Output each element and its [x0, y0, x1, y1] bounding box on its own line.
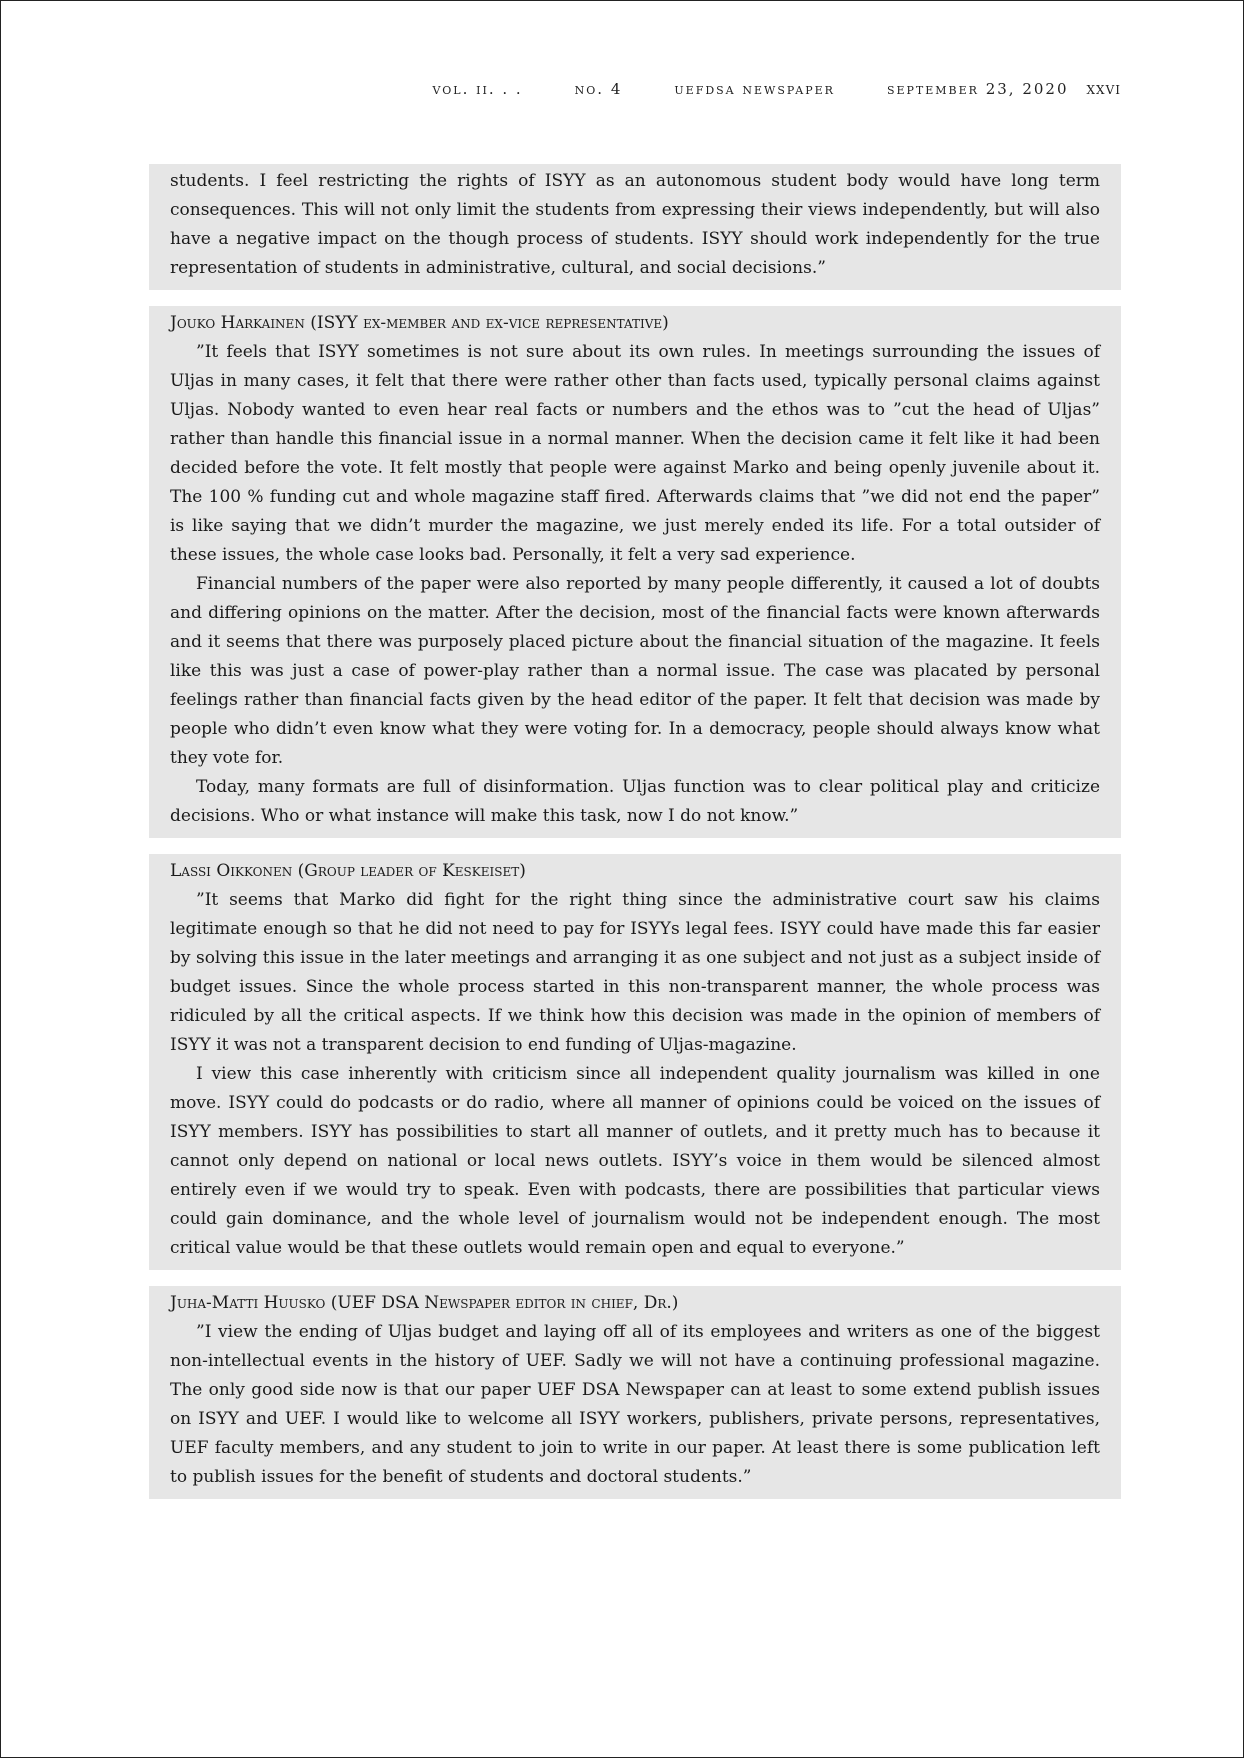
quote-paragraph: students. I feel restricting the rights of ISYY as an autonomous student body would have long term consequences. This will not only limit the students from expressing their views independently, but will also have a negative impact on the though process of students. ISYY should work independently for the true representation of students in administrative, cultural, and social decisions.” [170, 171, 1100, 278]
speaker-name: Lassi Oikkonen (Group leader of Keskeiset) [170, 861, 526, 881]
speaker-name: Jouko Harkainen (ISYY ex-member and ex-vice representative) [170, 313, 669, 333]
issue-number: no. 4 [574, 80, 623, 98]
quote-paragraph: ”It feels that ISYY sometimes is not sure about its own rules. In meetings surrounding the issues of Uljas in many cases, it felt that there were rather other than facts used, typically personal claims against Uljas. Nobody wanted to even hear real facts or numbers and the ethos was to ”cut the head of Uljas” rather than handle this financial issue in a normal manner. When the decision came it felt like it had been decided before the vote. It felt mostly that people were against Marko and being openly juvenile about it. The 100 % funding cut and whole magazine staff fired. Afterwards claims that ”we did not end the paper” is like saying that we didn’t murder the magazine, we just merely ended its life. For a total outsider of these issues, the whole case looks bad. Personally, it felt a very sad experience. [170, 342, 1100, 565]
page-number: xxvi [1086, 79, 1121, 99]
quote-boxes [149, 164, 1121, 1515]
quote-paragraph: I view this case inherently with criticism since all independent quality journalism was killed in one move. ISYY could do podcasts or do radio, where all manner of opinions could be voiced on the issues of ISYY members. ISYY has possibilities to start all manner of outlets, and it pretty much has to because it cannot only depend on national or local news outlets. ISYY’s voice in them would be silenced almost entirely even if we would try to speak. Even with podcasts, there are possibilities that particular views could gain dominance, and the whole level of journalism would not be independent enough. The most critical value would be that these outlets would remain open and equal to everyone.” [170, 1064, 1100, 1258]
running-header [433, 79, 1121, 99]
quote-paragraph: ”It seems that Marko did fight for the right thing since the administrative court saw his claims legitimate enough so that he did not need to pay for ISYYs legal fees. ISYY could have made this far easier by solving this issue in the later meetings and arranging it as one subject and not just as a subject inside of budget issues. Since the whole process started in this non-transparent manner, the whole process was ridiculed by all the critical aspects. If we think how this decision was made in the opinion of members of ISYY it was not a transparent decision to end funding of Uljas-magazine. [170, 890, 1100, 1055]
publication-name: uefdsa newspaper [674, 80, 835, 98]
quote-box-oikkonen [149, 854, 1121, 1270]
speaker-name: Juha-Matti Huusko (UEF DSA Newspaper editor in chief, Dr.) [170, 1293, 679, 1313]
quote-paragraph: Today, many formats are full of disinformation. Uljas function was to clear political play and criticize decisions. Who or what instance will make this task, now I do not know.” [170, 777, 1100, 826]
quote-box-harkainen [149, 306, 1121, 838]
volume-label: vol. ii. . . [432, 80, 523, 98]
quote-paragraph: ”I view the ending of Uljas budget and laying off all of its employees and writers as one of the biggest non-intellectual events in the history of UEF. Sadly we will not have a continuing professional magazine. The only good side now is that our paper UEF DSA Newspaper can at least to some extend publish issues on ISYY and UEF. I would like to welcome all ISYY workers, publishers, private persons, representatives, UEF faculty members, and any student to join to write in our paper. At least there is some publication left to publish issues for the benefit of students and doctoral students.” [170, 1322, 1100, 1487]
issue-date: september 23, 2020 [886, 80, 1069, 98]
quote-box-continued [149, 164, 1121, 290]
quote-box-huusko [149, 1286, 1121, 1499]
quote-paragraph: Financial numbers of the paper were also reported by many people differently, it caused a lot of doubts and differing opinions on the matter. After the decision, most of the financial facts were known afterwards and it seems that there was purposely placed picture about the financial situation of the magazine. It feels like this was just a case of power-play rather than a normal issue. The case was placated by personal feelings rather than financial facts given by the head editor of the paper. It felt that decision was made by people who didn’t even know what they were voting for. In a democracy, people should always know what they vote for. [170, 574, 1100, 768]
